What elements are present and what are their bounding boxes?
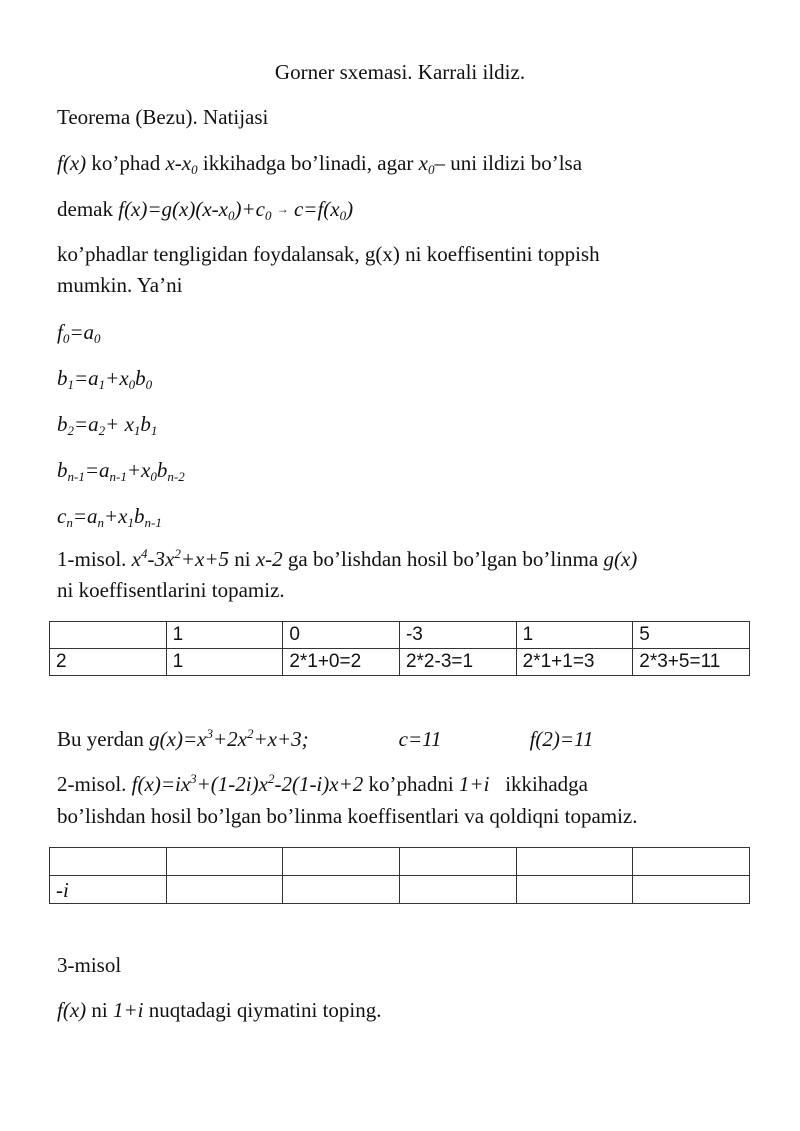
example-2-line-2: bo’lishdan hosil bo’lgan bo’linma koeffisentlari va qoldiqni topamiz. bbox=[57, 804, 638, 828]
table-cell: 1 bbox=[166, 622, 283, 649]
example-3-statement: f(x) ni 1+i nuqtadagi qiymatini toping. bbox=[57, 998, 382, 1022]
table-row bbox=[50, 848, 750, 876]
formula-bn: $b_{n-1}=a_{n-1}+x_0b_{n-2}$ bbox=[57, 458, 185, 484]
table-cell bbox=[283, 848, 400, 876]
table-cell bbox=[399, 848, 516, 876]
example-1-line-2: ni koeffisentlarini topamiz. bbox=[57, 578, 285, 602]
theorem-statement: f(x) ko’phad $x-x_0$ ikkihadga bo’linadi, agar $x_0-$ uni ildizi bo’lsa bbox=[57, 151, 583, 177]
remainder-value: c=11 bbox=[398, 727, 442, 751]
table-cell: 2*3+5=11 bbox=[633, 649, 750, 676]
table-cell: 2*1+0=2 bbox=[283, 649, 400, 676]
table-cell: 0 bbox=[283, 622, 400, 649]
paragraph-line-1: ko’phadlar tengligidan foydalansak, g(x) ni koeffisentini toppish bbox=[57, 242, 600, 266]
function-value: f(2)=11 bbox=[529, 727, 594, 751]
table-cell bbox=[50, 622, 167, 649]
horner-table-2 bbox=[49, 847, 750, 904]
table-row bbox=[50, 876, 750, 904]
table-cell bbox=[399, 876, 516, 904]
table-cell bbox=[166, 876, 283, 904]
table-cell: -i bbox=[50, 876, 167, 904]
table-cell: 1 bbox=[516, 622, 633, 649]
table-cell bbox=[633, 848, 750, 876]
table-cell bbox=[166, 848, 283, 876]
table-cell: 2 bbox=[50, 649, 167, 676]
table-row bbox=[50, 622, 750, 649]
table-cell bbox=[283, 876, 400, 904]
formula-b2: $b_2=a_2+ x_1b_1$ bbox=[57, 412, 158, 438]
example-1-statement: 1-misol. $x^4-3x^2+x+5$ ni x-2 ga bo’lishdan hosil bo’lgan bo’linma g(x) bbox=[57, 546, 638, 571]
table-cell: -3 bbox=[399, 622, 516, 649]
fx-term: f(x) bbox=[57, 151, 87, 175]
example-2-statement: 2-misol. $f(x)=ix^3+(1-2i)x^2-2(1-i)x+2$ ko’phadni 1+i ikkihadga bbox=[57, 771, 588, 796]
table-cell bbox=[516, 876, 633, 904]
example-1-result: Bu yerdan $g(x)=x^3+2x^2+x+3$; c=11 f(2)=11 bbox=[57, 726, 594, 751]
table-cell bbox=[50, 848, 167, 876]
table-cell: 2*1+1=3 bbox=[516, 649, 633, 676]
formula-f0: $f_0=a_0$ bbox=[57, 320, 101, 346]
table-row bbox=[50, 649, 750, 676]
theorem-heading: Teorema (Bezu). Natijasi bbox=[57, 105, 269, 129]
paragraph-line-2: mumkin. Ya’ni bbox=[57, 273, 183, 297]
table-cell bbox=[633, 876, 750, 904]
table-cell: 1 bbox=[166, 649, 283, 676]
division-identity: demak $f(x)=g(x)(x-x_0)+c_0 \to c=f(x_0)$ bbox=[57, 197, 354, 223]
table-cell: 2*2-3=1 bbox=[399, 649, 516, 676]
arrow-icon: → bbox=[276, 202, 289, 216]
formula-cn: $c_n=a_n+x_1b_{n-1}$ bbox=[57, 504, 162, 530]
table-cell bbox=[516, 848, 633, 876]
horner-table-1 bbox=[49, 621, 750, 676]
example-3-label: 3-misol bbox=[57, 953, 122, 977]
formula-b1: $b_1=a_1+x_0b_0$ bbox=[57, 366, 153, 392]
table-cell: 5 bbox=[633, 622, 750, 649]
page-title: Gorner sxemasi. Karrali ildiz. bbox=[274, 60, 526, 84]
